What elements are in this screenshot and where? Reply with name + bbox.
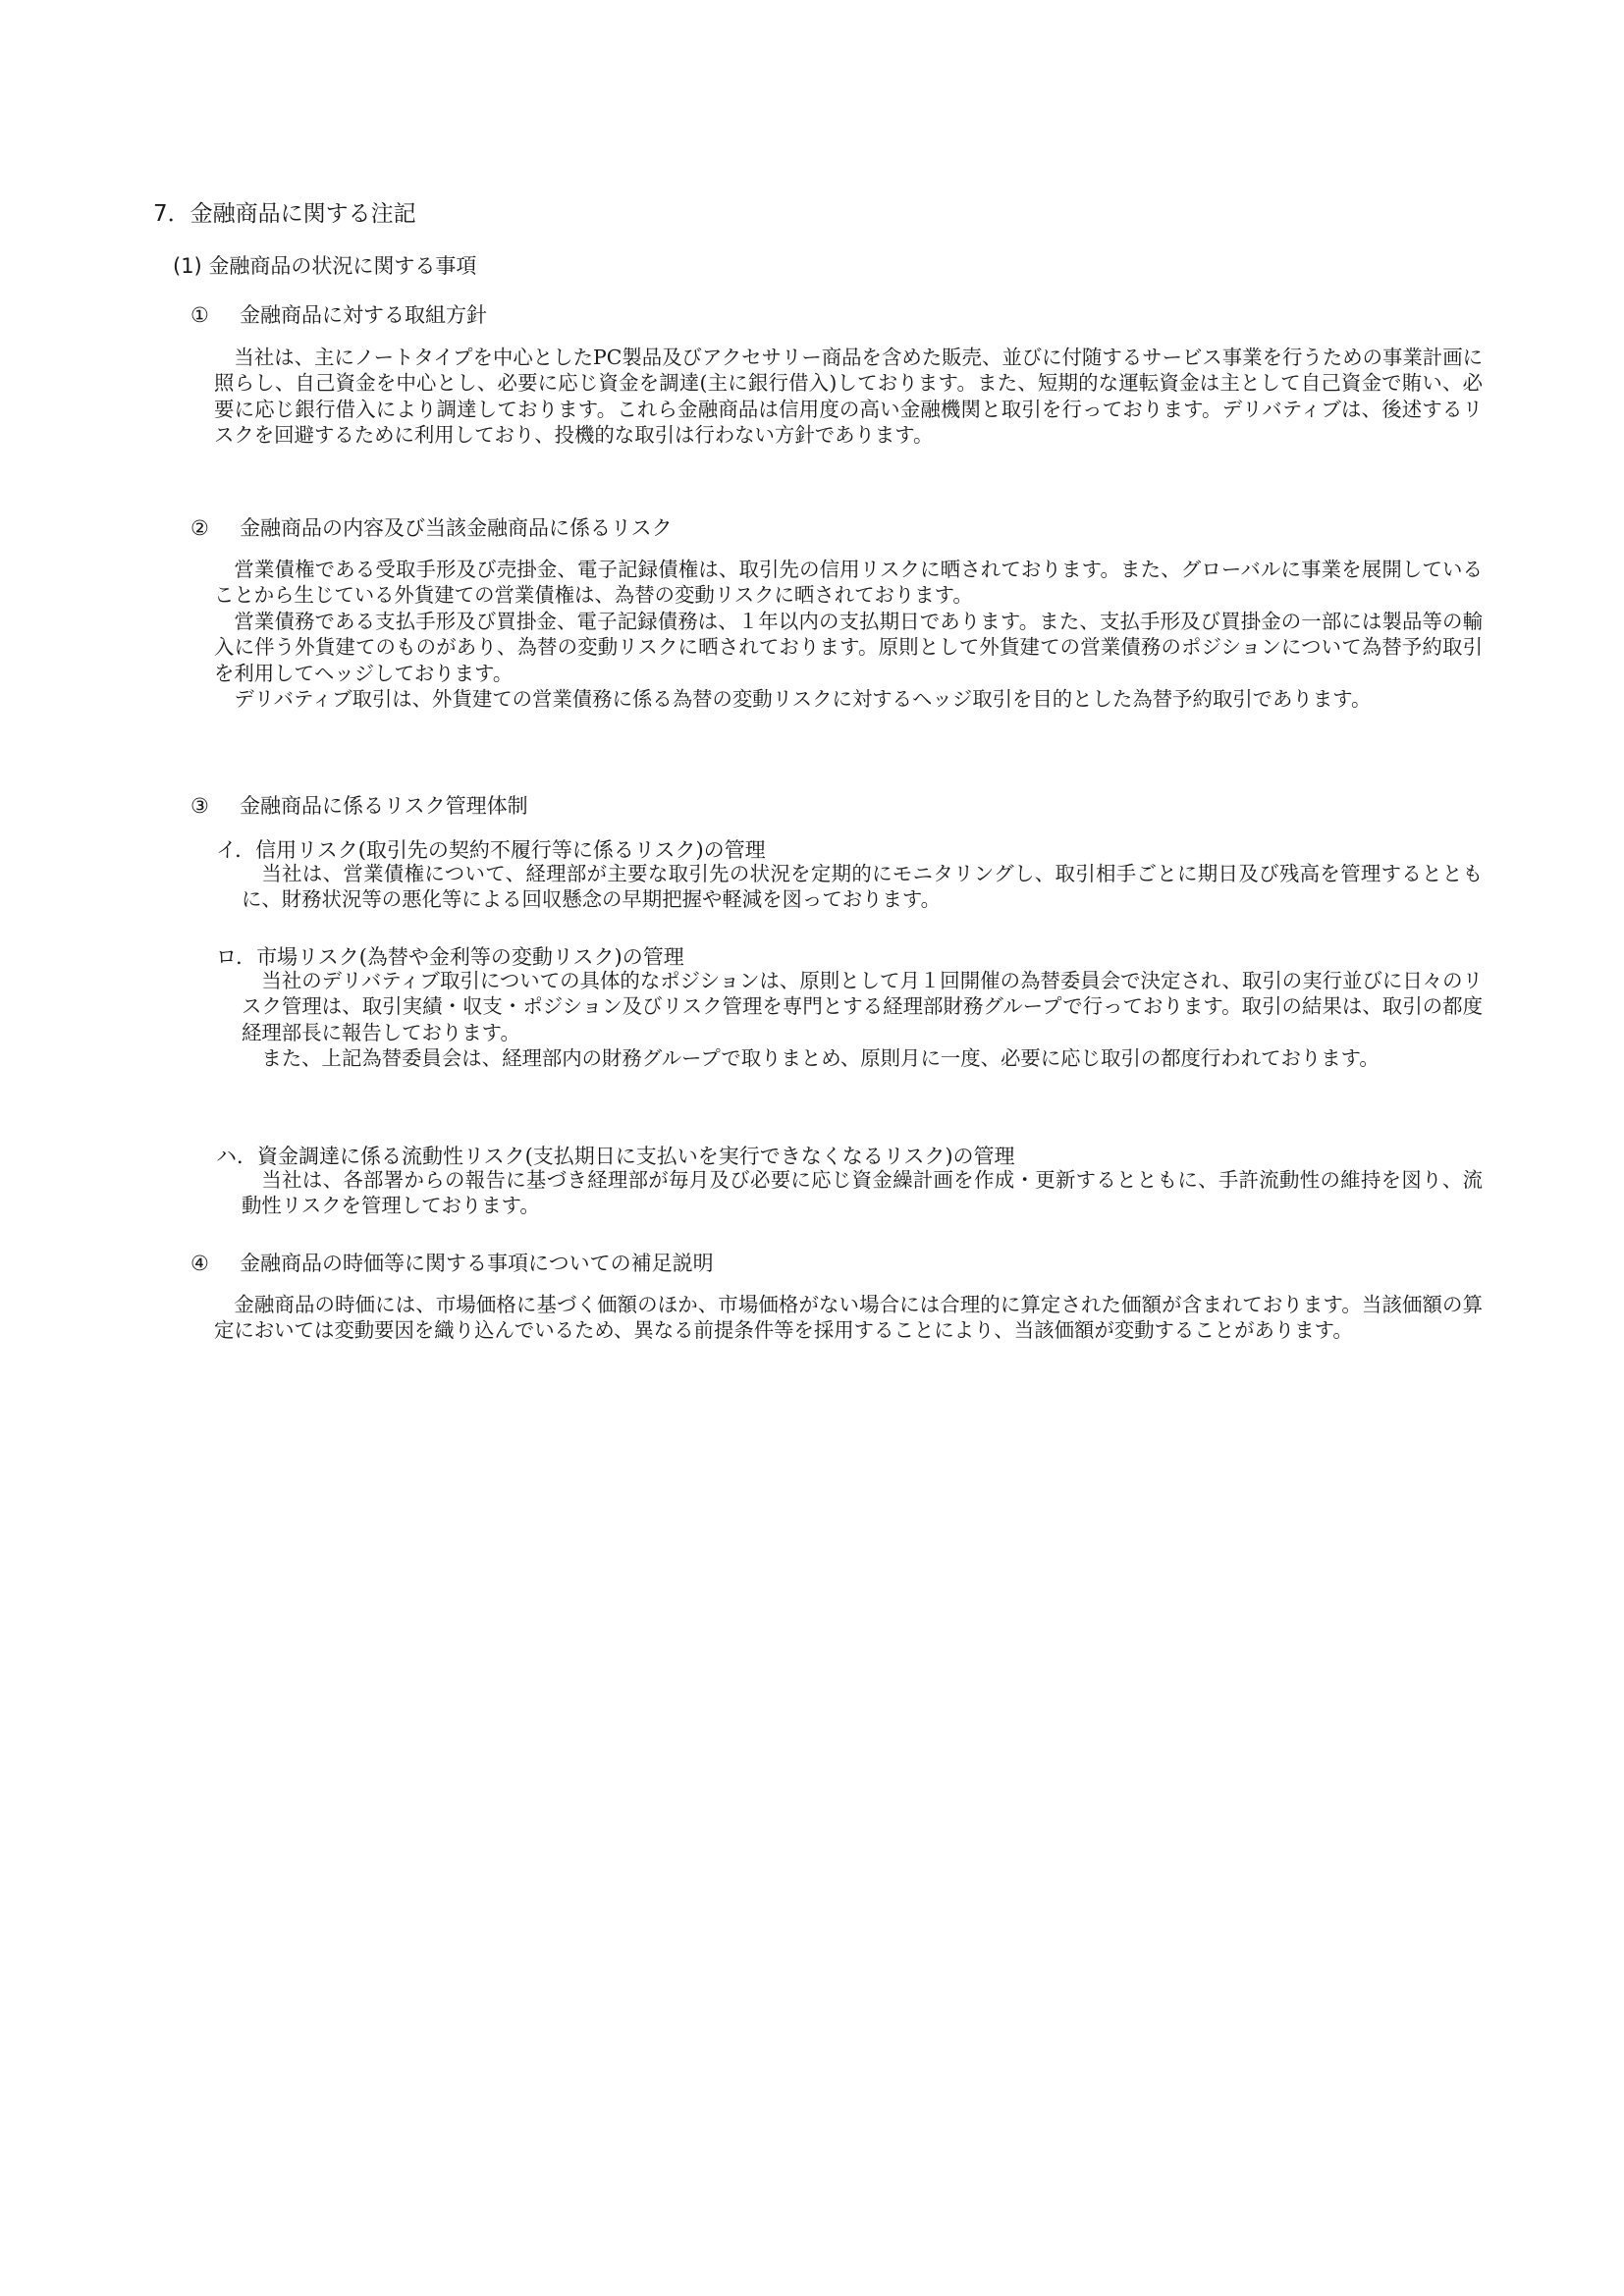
- item-4-title: 金融商品の時価等に関する事項についての補足説明: [240, 1252, 714, 1275]
- subitem-i-body: [242, 861, 1483, 913]
- paragraph: 当社は、各部署からの報告に基づき経理部が毎月及び必要に応じ資金繰計画を作成・更新するとともに、手許流動性の維持を図り、流動性リスクを管理しております。: [242, 1168, 1483, 1218]
- item-2-number: ②: [190, 516, 209, 540]
- subitem-ha-heading: ハ．資金調達に係る流動性リスク(支払期日に支払いを実行できなくなるリスク)の管理: [216, 1145, 1015, 1168]
- item-2-body: [214, 557, 1483, 712]
- item-2-heading: [190, 513, 673, 543]
- item-1-heading: [190, 300, 487, 330]
- item-1-title: 金融商品に対する取組方針: [240, 303, 487, 327]
- subitem-ro-heading: ロ．市場リスク(為替や金利等の変動リスク)の管理: [216, 945, 684, 969]
- item-4-heading: [190, 1249, 714, 1278]
- subitem-ha-body: [242, 1167, 1483, 1219]
- paragraph: 当社は、営業債権について、経理部が主要な取引先の状況を定期的にモニタリングし、取引相手ごとに期日及び残高を管理するとともに、財務状況等の悪化等による回収懸念の早期把握や軽減を図っております。: [242, 862, 1483, 912]
- item-2-title: 金融商品の内容及び当該金融商品に係るリスク: [240, 516, 673, 540]
- paragraph: また、上記為替委員会は、経理部内の財務グループで取りまとめ、原則月に一度、必要に応じ取引の都度行われております。: [261, 1046, 1380, 1071]
- subitem-ro-body: [242, 968, 1483, 1072]
- subsection-title: (1) 金融商品の状況に関する事項: [173, 254, 477, 278]
- item-3-heading: [190, 791, 528, 821]
- item-1-body: [214, 345, 1483, 449]
- section-title: 7．金融商品に関する注記: [153, 201, 416, 227]
- paragraph: 当社のデリバティブ取引についての具体的なポジションは、原則として月１回開催の為替委員会で決定され、取引の実行並びに日々のリスク管理は、取引実績・収支・ポジション及びリスク管理を専門とする経理部財務グループで行っております。取引の結果は、取引の都度経理部長に報告しております。: [242, 969, 1483, 1044]
- item-1-number: ①: [190, 303, 209, 327]
- paragraph: 営業債務である支払手形及び買掛金、電子記録債務は、１年以内の支払期日であります。また、支払手形及び買掛金の一部には製品等の輸入に伴う外貨建てのものがあり、為替の変動リスクに晒されております。原則として外貨建ての営業債務のポジションについて為替予約取引を利用してヘッジしております。: [214, 609, 1483, 685]
- paragraph: 当社は、主にノートタイプを中心としたPC製品及びアクセサリー商品を含めた販売、並びに付随するサービス事業を行うための事業計画に照らし、自己資金を中心とし、必要に応じ資金を調達(主に銀行借入)しております。また、短期的な運転資金は主として自己資金で賄い、必要に応じ銀行借入により調達しております。これら金融商品は信用度の高い金融機関と取引を行っております。デリバティブは、後述するリスクを回避するために利用しており、投機的な取引は行わない方針であります。: [214, 346, 1483, 448]
- item-3-number: ③: [190, 794, 209, 818]
- paragraph: 金融商品の時価には、市場価格に基づく価額のほか、市場価格がない場合には合理的に算定された価額が含まれております。当該価額の算定においては変動要因を織り込んでいるため、異なる前提条件等を採用することにより、当該価額が変動することがあります。: [214, 1293, 1483, 1343]
- paragraph: デリバティブ取引は、外貨建ての営業債務に係る為替の変動リスクに対するヘッジ取引を目的とした為替予約取引であります。: [234, 687, 1372, 712]
- subitem-i-heading: イ．信用リスク(取引先の契約不履行等に係るリスク)の管理: [216, 838, 766, 862]
- item-4-number: ④: [190, 1252, 209, 1275]
- item-3-title: 金融商品に係るリスク管理体制: [240, 794, 528, 818]
- paragraph: 営業債権である受取手形及び売掛金、電子記録債権は、取引先の信用リスクに晒されております。また、グローバルに事業を展開していることから生じている外貨建ての営業債権は、為替の変動リスクに晒されております。: [214, 558, 1483, 608]
- item-4-body: [214, 1292, 1483, 1344]
